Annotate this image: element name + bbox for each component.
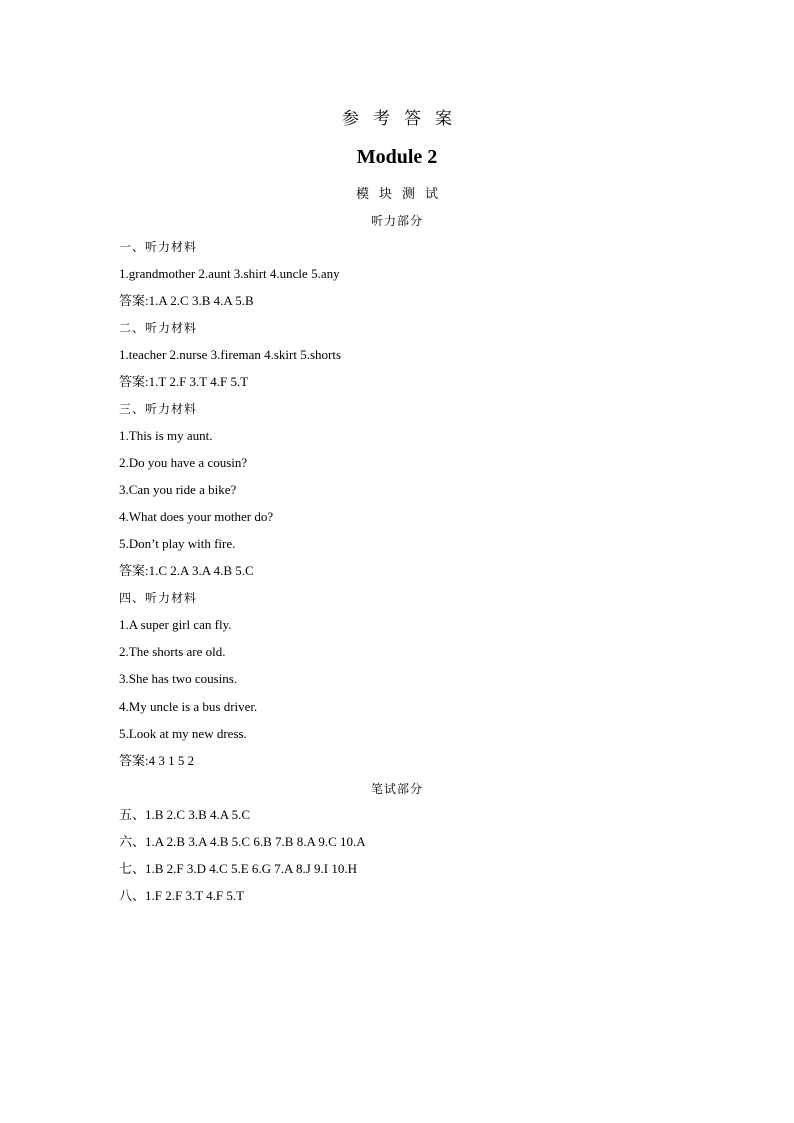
part5-answers: 五、1.B 2.C 3.B 4.A 5.C (119, 807, 251, 822)
written-section-title: 笔试部分 (370, 782, 423, 796)
part4-line: 5.Look at my new dress. (119, 726, 247, 741)
part4-line: 1.A super girl can fly. (119, 617, 232, 632)
part7-answers: 七、1.B 2.F 3.D 4.C 5.E 6.G 7.A 8.J 9.I 10.H (119, 861, 357, 876)
part1-answer: 答案:1.A 2.C 3.B 4.A 5.B (119, 293, 254, 308)
part2-answer: 答案:1.T 2.F 3.T 4.F 5.T (119, 374, 249, 389)
part4-line: 4.My uncle is a bus driver. (119, 699, 258, 714)
part4-line: 2.The shorts are old. (119, 644, 226, 659)
part1-material: 1.grandmother 2.aunt 3.shirt 4.uncle 5.any (119, 266, 340, 281)
listening-section-title: 听力部分 (370, 214, 423, 228)
part8-answers: 八、1.F 2.F 3.T 4.F 5.T (119, 888, 245, 903)
part3-line: 3.Can you ride a bike? (119, 482, 237, 497)
part6-answers: 六、1.A 2.B 3.A 4.B 5.C 6.B 7.B 8.A 9.C 10.A (119, 834, 366, 849)
part1-heading: 一、听力材料 (119, 240, 198, 254)
part3-line: 5.Don’t play with fire. (119, 536, 236, 551)
part4-answer: 答案:4 3 1 5 2 (119, 753, 195, 768)
part2-material: 1.teacher 2.nurse 3.fireman 4.skirt 5.shorts (119, 347, 342, 362)
part3-line: 1.This is my aunt. (119, 428, 213, 443)
part2-heading: 二、听力材料 (119, 321, 198, 335)
part3-answer: 答案:1.C 2.A 3.A 4.B 5.C (119, 563, 254, 578)
module-title: Module 2 (356, 146, 438, 168)
page-title: 参考答案 (342, 109, 466, 128)
part4-heading: 四、听力材料 (119, 591, 198, 605)
part3-line: 4.What does your mother do? (119, 509, 274, 524)
part4-line: 3.She has two cousins. (119, 671, 238, 686)
module-test-subtitle: 模块测试 (355, 186, 448, 201)
part3-line: 2.Do you have a cousin? (119, 455, 248, 470)
part3-heading: 三、听力材料 (119, 402, 198, 416)
